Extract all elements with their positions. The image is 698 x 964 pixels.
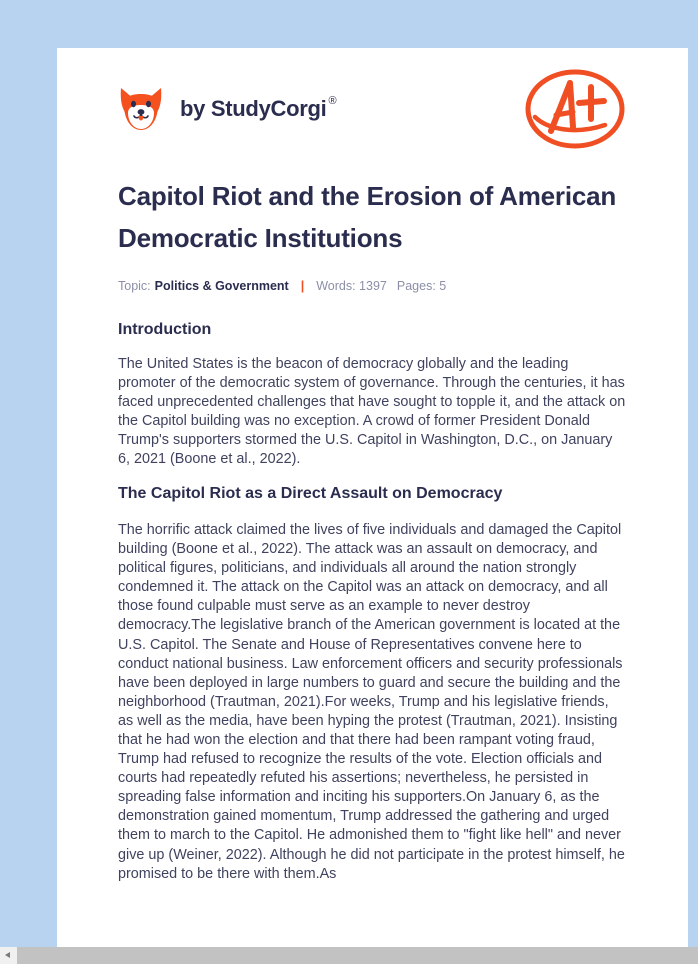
section-heading-introduction: Introduction xyxy=(118,321,212,339)
page-count: Pages: 5 xyxy=(396,279,447,294)
scrollbar-track[interactable] xyxy=(17,947,698,964)
meta-separator: | xyxy=(300,279,305,294)
document-body xyxy=(118,319,627,884)
registered-trademark-icon: ® xyxy=(328,95,337,107)
document-sheet xyxy=(57,48,688,948)
scrollbar-thumb[interactable] xyxy=(17,947,698,964)
chevron-left-icon[interactable] xyxy=(0,947,17,964)
topic-value[interactable]: Politics & Government xyxy=(154,279,289,294)
topic-label: Topic: xyxy=(118,279,151,294)
paragraph: The horrific attack claimed the lives of five individuals and damaged the Capitol building (Boone et al., 2022). The attack was an assault on democracy, and political figures, politicians, and individuals all around the nation strongly condemned it. The attack on the Capitol was an attack on democracy, and all those found culpable must serve as an example to never destroy democracy.The legislative branch of the American government is located at the U.S. Capitol. The Senate and House of Representatives convene here to conduct national business. Law enforcement officers and security professionals have been deployed in large numbers to guard and secure the building and the neighborhood (Trautman, 2021).For weeks, Trump and his legislative friends, as well as the media, have been hyping the protest (Trautman, 2021). Insisting that he had won the election and that there had been rampant voting fraud, Trump had refused to recognize the results of the vote. Election officials and courts had repeatedly refuted his assertions; nevertheless, he persisted in spreading false information and inciting his supporters.On January 6, as the demonstration gained momentum, Trump addressed the gathering and urged them to march to the Capitol. He admonished them to "fight like hell" and never give up (Weiner, 2022). Although he did not participate in the protest himself, he promised to be there with them.As xyxy=(118,521,625,882)
corgi-face-icon xyxy=(118,85,164,133)
horizontal-scrollbar[interactable] xyxy=(0,947,698,964)
document-meta xyxy=(118,279,627,293)
brand-logo-group[interactable] xyxy=(118,85,336,133)
brand-name-text: by StudyCorgi xyxy=(180,96,327,121)
a-plus-grade-badge-icon xyxy=(523,65,627,153)
paragraph: The United States is the beacon of democracy globally and the leading promoter of the democratic system of governance. Through the centuries, it has faced unprecedented challenges that have sought to topple it, and the attack on the Capitol building was no exception. A crowd of former President Donald Trump's supporters stormed the U.S. Capitol in Washington, D.C., on January 6, 2021 (Boone et al., 2022). xyxy=(118,355,626,468)
section-heading-capitol-riot: The Capitol Riot as a Direct Assault on Democracy xyxy=(118,485,503,503)
document-header xyxy=(118,48,627,152)
brand-name xyxy=(180,96,336,122)
page-title: Capitol Riot and the Erosion of American Democratic Institutions xyxy=(118,181,617,253)
word-count: Words: 1397 xyxy=(316,279,387,294)
